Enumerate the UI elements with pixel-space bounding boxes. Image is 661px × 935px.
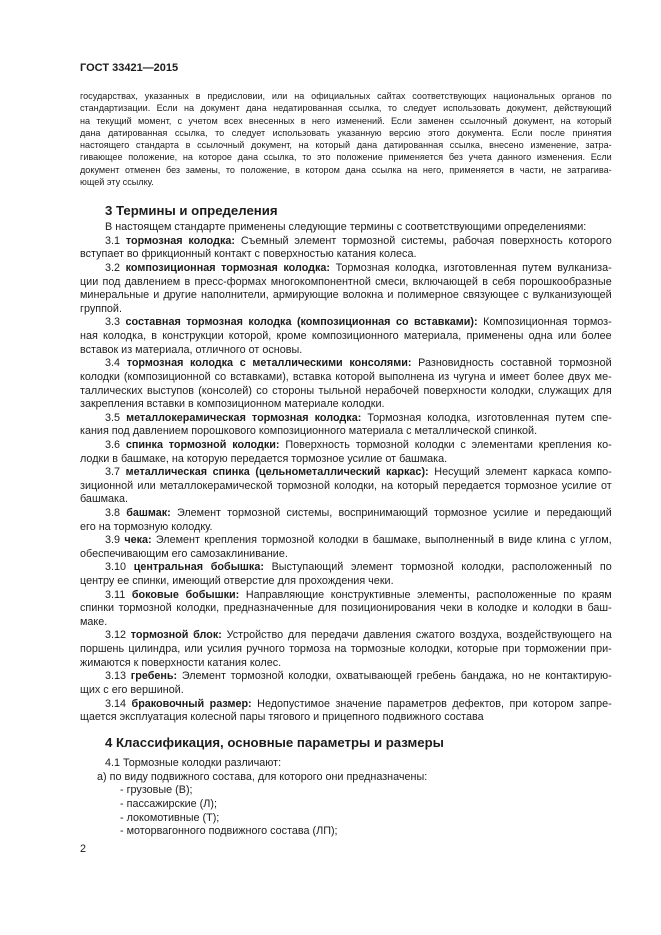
definition-line: ции под давлением в пресс-формах многокомпонентной смеси, включающей в себя порошкообразные	[80, 275, 612, 288]
term-number: 3.8	[105, 506, 121, 519]
definition-line: щается эксплуатация колесной пары тягового и прицепного подвижного состава	[80, 711, 484, 724]
term-number: 3.12	[105, 629, 127, 642]
term-line	[80, 507, 612, 521]
intro-line: ющей эту ссылку.	[80, 177, 154, 188]
term-number: 3.10	[105, 561, 127, 574]
definition-line: башмака.	[80, 493, 128, 506]
definition-line: ная колодка, в конструкции которой, кроме композиционного материала, применены одна или более	[80, 330, 612, 343]
definition-line: минеральные и другие наполнители, армирующие волокна и полимерное связующее с вулканизующей	[80, 289, 612, 302]
intro-line: гивающее положение, на которое дана ссылка, то это положение применяется без учета данного изменения. Если	[80, 152, 612, 163]
term-line	[80, 561, 612, 575]
intro-paragraph	[80, 90, 612, 188]
definition-line: таллических выступов (консолей) со стороны тыльной нерабочей поверхности колодки, служащих для	[80, 384, 612, 397]
section-4-body	[80, 757, 612, 839]
term-definition: Элемент тормозной системы, воспринимающий тормозное усилие и передающий	[176, 506, 612, 519]
term-number: 3.6	[105, 438, 121, 451]
definition-line: поршень цилиндра, или усилия ручного тормоза на тормозные колодки, которые при торможении при-	[80, 643, 612, 656]
term-definition: Поверхность тормозной колодки с элементами крепления ко-	[285, 438, 612, 451]
definition-line: колодки (композиционной со вставками), вставка которой выполнена из чугуна и имеет более двух ме-	[80, 370, 612, 383]
definition-line: кания под давлением порошкового композиционного материала с металлической спинкой.	[80, 425, 538, 438]
term-name: тормозная колодка с металлическими консолями:	[126, 357, 412, 370]
term-definition: Устройство для передачи давления сжатого воздуха, воздействующего на	[226, 629, 612, 642]
definition-line: жимаются к поверхности катания колес.	[80, 656, 282, 669]
term-definition: Тормозная колодка, изготовленная путем вулканиза-	[335, 262, 612, 275]
term-number: 3.1	[105, 234, 121, 247]
term-number: 3.14	[105, 697, 127, 710]
definition-line: вставок из материала, отличного от основы.	[80, 343, 303, 356]
term-number: 3.13	[105, 670, 127, 683]
intro-line: стандартизации. Если на документ дана недатированная ссылка, то следует использовать документ, действующий	[80, 103, 612, 114]
term-line	[80, 235, 612, 249]
term-line	[80, 534, 612, 548]
term-number: 3.7	[105, 466, 121, 479]
definition-line: зиционной или металлокерамической тормозной колодки, на который передается тормозное усилие от	[80, 479, 612, 492]
term-definition: Выступающий элемент тормозной колодки, расположенный по	[271, 561, 612, 574]
term-definition: Элемент тормозной колодки, охватывающей гребень бандажа, но не контактирую-	[181, 670, 612, 683]
term-name: составная тормозная колодка (композиционная со вставками):	[125, 316, 478, 329]
term-line	[80, 412, 612, 426]
term-name: гребень:	[130, 670, 178, 683]
list-subitem: - моторвагонного подвижного состава (ЛП);	[120, 825, 338, 838]
term-number: 3.4	[105, 357, 121, 370]
term-line	[80, 670, 612, 684]
definition-line: спинки тормозной колодки, предназначенные для позиционирования чеки в колодке и колодки в баш-	[80, 602, 612, 615]
term-definition: Тормозная колодка, изготовленная путем спе-	[367, 411, 612, 424]
term-line	[80, 316, 612, 330]
intro-line: дана датированная ссылка, то следует использовать указанную версию этого документа. Если после принятия	[80, 127, 612, 138]
term-name: центральная бобышка:	[133, 561, 264, 574]
definition-line: центру ее спинки, имеющий отверстие для прохождения чеки.	[80, 575, 394, 588]
document-id: ГОСТ 33421—2015	[80, 62, 179, 74]
term-definition: Композиционная тормоз-	[483, 316, 612, 329]
term-definition: Несущий элемент каркаса компо-	[434, 466, 612, 479]
definition-line: щих с его вершиной.	[80, 683, 184, 696]
term-name: спинка тормозной колодки:	[125, 438, 280, 451]
term-name: чека:	[124, 534, 152, 547]
term-number: 3.5	[105, 411, 121, 424]
term-name: башмак:	[126, 506, 171, 519]
section-3-heading: 3 Термины и определения	[105, 203, 278, 218]
term-number: 3.2	[105, 262, 121, 275]
term-definition: Разновидность составной тормозной	[418, 357, 612, 370]
page-number: 2	[80, 843, 87, 855]
term-number: 3.3	[105, 316, 121, 329]
term-line	[80, 262, 612, 276]
section-3-body	[80, 221, 612, 725]
definition-line: вступает во фрикционный контакт с поверхностью катания колеса.	[80, 248, 417, 261]
definition-line: лодки в башмаке, на которую передается тормозное усилие от башмака.	[80, 452, 448, 465]
list-subitem: - локомотивные (Т);	[120, 811, 220, 824]
term-number: 3.9	[105, 534, 121, 547]
term-name: тормозная колодка:	[125, 234, 235, 247]
section-3-lead: В настоящем стандарте применены следующие термины с соответствующими определениями:	[105, 221, 587, 234]
intro-line: документ отменен без замены, то положение, в котором дана ссылка на него, применяется в части, не затрагива-	[80, 164, 612, 175]
term-line	[80, 357, 612, 371]
term-name: тормозной блок:	[130, 629, 222, 642]
definition-line: маке.	[80, 615, 108, 628]
definition-line: обеспечивающим его самозаклинивание.	[80, 547, 288, 560]
term-line	[80, 439, 612, 453]
intro-line: государствах, указанных в предисловии, или на официальных сайтах соответствующих национальных органов по	[80, 91, 612, 101]
term-name: боковые бобышки:	[131, 588, 240, 601]
list-item-a: а) по виду подвижного состава, для которого они предназначены:	[97, 770, 428, 783]
term-number: 3.11	[105, 588, 126, 601]
clause-4-1: 4.1 Тормозные колодки различают:	[105, 757, 282, 770]
term-definition: Направляющие конструктивные элементы, расположенные по краям	[245, 588, 612, 601]
term-name: композиционная тормозная колодка:	[125, 262, 331, 275]
term-name: браковочный размер:	[131, 697, 252, 710]
definition-line: закрепления вставки в композиционном материале колодки.	[80, 398, 385, 411]
term-line	[80, 629, 612, 643]
term-name: металлическая спинка (цельнометаллический каркас):	[125, 466, 429, 479]
term-definition: Съемный элемент тормозной системы, рабочая поверхность которого	[240, 234, 612, 247]
term-line	[80, 698, 612, 712]
term-definition: Недопустимое значение параметров дефектов, при котором запре-	[257, 697, 612, 710]
term-definition: Элемент крепления тормозной колодки в башмаке, выполненный в виде клина с углом,	[155, 534, 612, 547]
definition-line: группой.	[80, 302, 122, 315]
definition-line: его на тормозную колодку.	[80, 520, 213, 533]
list-subitem: - пассажирские (Л);	[120, 797, 217, 810]
section-4-heading: 4 Классификация, основные параметры и размеры	[105, 735, 444, 750]
term-line	[80, 466, 612, 480]
term-line	[80, 589, 612, 603]
intro-line: настоящего стандарта в ссылочный документ, на который дана датированная ссылка, внесено изменение, затра-	[80, 140, 612, 151]
term-name: металлокерамическая тормозная колодка:	[126, 411, 362, 424]
list-subitem: - грузовые (В);	[120, 784, 193, 797]
intro-line: на текущий момент, с учетом всех внесенных в него изменений. Если заменен ссылочный документ, на который	[80, 115, 612, 126]
